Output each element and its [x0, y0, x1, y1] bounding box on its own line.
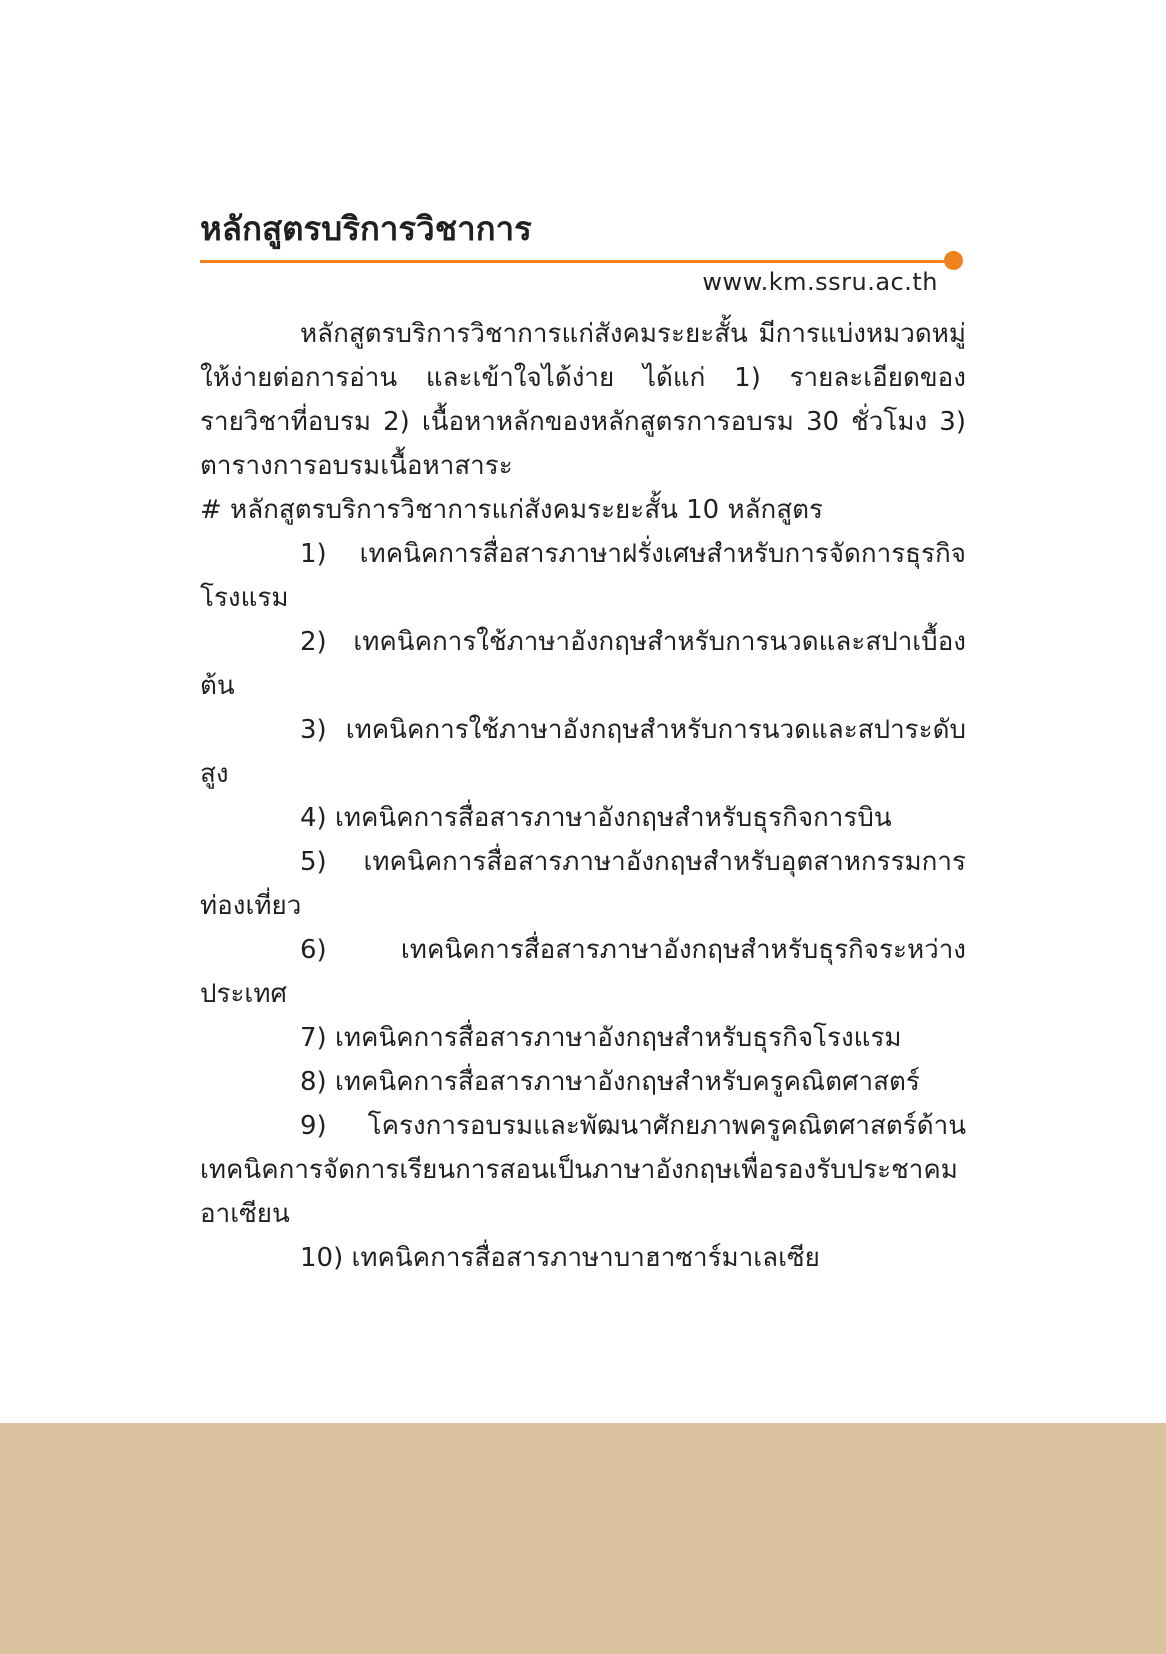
course-item: 1) เทคนิคการสื่อสารภาษาฝรั่งเศษสำหรับการจัดการธุรกิจโรงแรม	[200, 539, 966, 613]
course-item: 6) เทคนิคการสื่อสารภาษาอังกฤษสำหรับธุรกิจระหว่างประเทศ	[200, 935, 966, 1009]
page-title: หลักสูตรบริการวิชาการ	[200, 209, 532, 248]
course-list-heading: # หลักสูตรบริการวิชาการแก่สังคมระยะสั้น 10 หลักสูตร	[200, 495, 824, 525]
footer-band	[0, 1423, 1166, 1654]
title-dot-ornament	[944, 251, 963, 270]
website-url: www.km.ssru.ac.th	[702, 268, 938, 296]
course-item: 10) เทคนิคการสื่อสารภาษาบาฮาซาร์มาเลเซีย	[300, 1243, 820, 1273]
body-text	[200, 312, 966, 1280]
course-item: 9) โครงการอบรมและพัฒนาศักยภาพครูคณิตศาสตร์ด้านเทคนิคการจัดการเรียนการสอนเป็นภาษาอังกฤษเพื่อรองรับประชาคมอาเซียน	[200, 1111, 966, 1229]
course-item: 7) เทคนิคการสื่อสารภาษาอังกฤษสำหรับธุรกิจโรงแรม	[300, 1023, 902, 1053]
intro-paragraph: หลักสูตรบริการวิชาการแก่สังคมระยะสั้น มีการแบ่งหมวดหมู่ให้ง่ายต่อการอ่าน และเข้าใจได้ง่าย ได้แก่ 1) รายละเอียดของรายวิชาที่อบรม 2) เนื้อหาหลักของหลักสูตรการอบรม 30 ชั่วโมง 3) ตารางการอบรมเนื้อหาสาระ	[200, 319, 966, 481]
course-item: 4) เทคนิคการสื่อสารภาษาอังกฤษสำหรับธุรกิจการบิน	[300, 803, 892, 833]
course-item: 3) เทคนิคการใช้ภาษาอังกฤษสำหรับการนวดและสปาระดับสูง	[200, 715, 966, 789]
title-underline	[200, 260, 950, 263]
course-item: 2) เทคนิคการใช้ภาษาอังกฤษสำหรับการนวดและสปาเบื้องต้น	[200, 627, 966, 701]
course-item: 5) เทคนิคการสื่อสารภาษาอังกฤษสำหรับอุตสาหกรรมการท่องเที่ยว	[200, 847, 966, 921]
course-item: 8) เทคนิคการสื่อสารภาษาอังกฤษสำหรับครูคณิตศาสตร์	[300, 1067, 920, 1097]
